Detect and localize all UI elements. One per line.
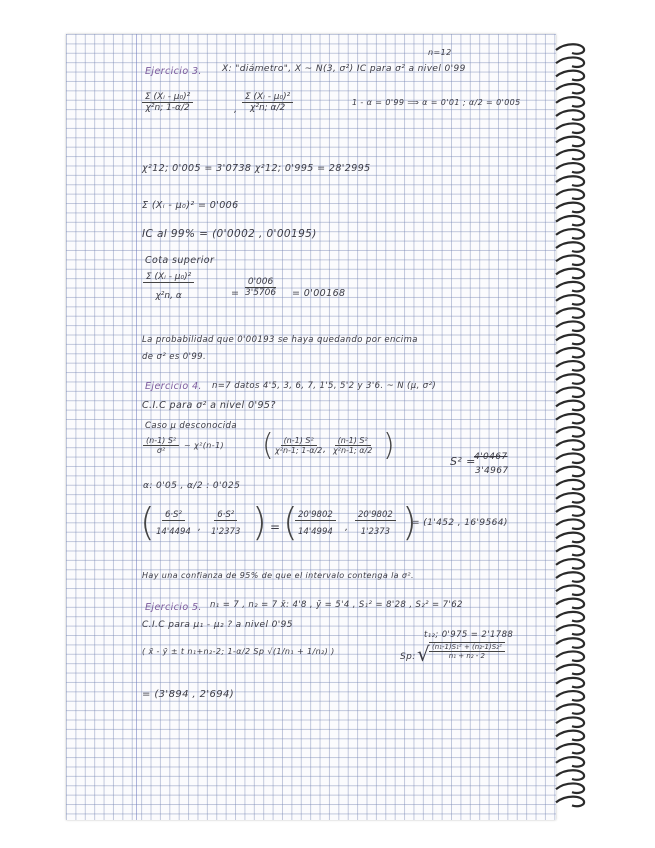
spiral-coil [556, 453, 584, 463]
spiral-coil [556, 546, 584, 556]
ex4-interval-num1: (n-1) S² [281, 436, 317, 446]
ex4-result-interval: = (1'452 , 16'9564) [412, 518, 508, 528]
spiral-coil [556, 599, 584, 609]
spiral-coil [556, 203, 584, 213]
ex5-statement: n₁ = 7 , n₂ = 7 x̄: 4'8 , ȳ = 5'4 , S₁² = 8'28 , S₂² = 7'62 [210, 600, 463, 610]
ex4-interval-comma: , [323, 444, 327, 455]
spiral-coil [556, 163, 584, 173]
spiral-coil [556, 255, 584, 265]
ex5-sp-denominator: n₁ + n₂ - 2 [448, 652, 486, 660]
ex3-conclusion-line2: de σ² es 0'99. [142, 352, 207, 362]
spiral-coil [556, 572, 584, 582]
ex4-result-den1: 14'4494 [156, 527, 191, 537]
ex5-t-value: t₁₂; 0'975 = 2'1788 [424, 630, 514, 640]
ex3-frac1-numerator: Σ (Xᵢ - μ₀)² [142, 92, 193, 103]
ex4-result-den2: 1'2373 [211, 527, 241, 537]
spiral-coil [556, 612, 584, 622]
spiral-coil [556, 150, 584, 160]
spiral-coil [556, 585, 584, 595]
ex4-result-fraction-2 [208, 510, 243, 537]
spiral-coil [556, 97, 584, 107]
spiral-coil [556, 189, 584, 199]
spiral-coil [556, 757, 584, 767]
spiral-coil [556, 361, 584, 371]
spiral-coil [556, 770, 584, 780]
spiral-coil [556, 295, 584, 305]
ex3-sum-line: Σ (Xᵢ - μ₀)² = 0'006 [142, 200, 239, 211]
ex4-result-num3: 20'9802 [295, 510, 336, 521]
spiral-coil [556, 519, 584, 529]
sample-size-note: n=12 [428, 48, 452, 57]
ex4-interval-fraction-1 [272, 436, 325, 455]
ex4-result-open-paren-1: ( [140, 500, 155, 544]
ex3-alpha-line: 1 - α = 0'99 ⟹ α = 0'01 ; α/2 = 0'005 [352, 98, 521, 107]
ex3-ic-line: IC al 99% = (0'0002 , 0'00195) [142, 228, 317, 240]
ex3-chi-values: χ²12; 0'005 = 3'0738 χ²12; 0'995 = 28'2995 [142, 163, 371, 174]
ex5-title: Ejercicio 5. [145, 602, 202, 613]
ex4-interval-close-paren: ) [383, 428, 395, 463]
spiral-coil [556, 374, 584, 384]
ex4-result-num1: 6·S² [162, 510, 185, 521]
spiral-coil [556, 493, 584, 503]
ex3-frac1-denominator: χ²n; 1-α/2 [145, 103, 190, 113]
ex3-fraction-upper [242, 92, 293, 113]
ex4-conclusion: Hay una confianza de 95% de que el intervalo contenga la σ². [142, 571, 414, 580]
spiral-coil [556, 467, 584, 477]
ex5-sp-label: Sp: [400, 652, 416, 662]
ex4-result-fraction-1 [153, 510, 194, 537]
spiral-coil [556, 269, 584, 279]
spiral-coil [556, 506, 584, 516]
ex3-upper-numerator: Σ (Xᵢ - μ₀)² [143, 272, 194, 283]
spiral-coil [556, 335, 584, 345]
ex4-result-close-paren-1: ) [252, 500, 267, 544]
spiral-coil [556, 691, 584, 701]
ex4-s2-value: 3'4967 [475, 466, 509, 476]
spiral-coil [556, 308, 584, 318]
ex3-upper-denominator: χ²n, α [155, 291, 182, 301]
ex4-result-num4: 20'9802 [355, 510, 396, 521]
spiral-coil [556, 321, 584, 331]
spiral-coil [556, 216, 584, 226]
ex5-question: C.I.C para μ₁ - μ₂ ? a nivel 0'95 [142, 620, 293, 630]
ex3-upper-mid-numerator: 0'006 [245, 277, 276, 288]
ex3-upper-label: Cota superior [145, 255, 215, 266]
spiral-coil [556, 797, 584, 807]
spiral-coil [556, 744, 584, 754]
ex3-upper-mid-denominator: 3'5706 [245, 288, 277, 298]
ex4-s2-label: S² = [450, 455, 476, 468]
spiral-coil [556, 731, 584, 741]
margin-line [136, 34, 137, 820]
spiral-coil [556, 625, 584, 635]
spiral-coil [556, 717, 584, 727]
ex5-sp-numerator: (n₁-1)S₁² + (n₂-1)S₂² [429, 643, 505, 652]
ex4-interval-num2: (n-1) S² [335, 436, 371, 446]
ex4-title: Ejercicio 4. [145, 381, 202, 392]
ex5-result: = (3'894 , 2'694) [142, 689, 235, 700]
ex4-result-close-paren-2: ) [402, 500, 417, 544]
ex3-fraction-lower [142, 92, 193, 113]
spiral-coil [556, 348, 584, 358]
spiral-binding [552, 40, 588, 810]
ex5-interval-formula: ( x̄ - ȳ ± t n₁+n₂-2; 1-α/2 Sp √(1/n₁ + 1/n₂) ) [142, 647, 335, 656]
ex4-result-fraction-4 [355, 510, 396, 537]
spiral-coil [556, 71, 584, 81]
spiral-coil [556, 783, 584, 793]
ex4-unknown-mu: Caso μ desconocida [145, 421, 237, 431]
ex4-result-den4: 1'2373 [360, 527, 391, 537]
ex3-upper-result: = 0'00168 [292, 288, 346, 299]
ex4-pivot-denominator: σ² [156, 446, 166, 455]
ex3-statement: X: "diámetro", X ~ N(3, σ²) IC para σ² a nivel 0'99 [222, 64, 466, 74]
spiral-coil [556, 110, 584, 120]
spiral-coil [556, 533, 584, 543]
ex4-alpha-line: α: 0'05 , α/2 : 0'025 [143, 481, 241, 491]
ex4-s2-crossed-value: 4'0467 [474, 452, 508, 462]
spiral-coil [556, 427, 584, 437]
spiral-coil [556, 559, 584, 569]
ex3-equals: = [231, 288, 240, 299]
ex4-pivot-numerator: (n-1) S² [143, 436, 179, 446]
ex4-interval-den1: χ²n-1; 1-α/2 [275, 446, 323, 455]
ex4-interval-fraction-2 [330, 436, 375, 455]
spiral-coil [556, 704, 584, 714]
ex3-comma: , [234, 104, 238, 115]
spiral-coil [556, 401, 584, 411]
spiral-coil [556, 678, 584, 688]
spiral-coil [556, 665, 584, 675]
ex4-result-comma-2: , [345, 522, 349, 533]
ex3-title: Ejercicio 3. [145, 66, 202, 77]
ex3-conclusion-line1: La probabilidad que 0'00193 se haya quedando por encima [142, 335, 418, 345]
ex5-sp-fraction [429, 642, 505, 660]
ex4-result-comma-1: , [198, 522, 202, 533]
spiral-coil [556, 282, 584, 292]
ex3-frac2-denominator: χ²n; α/2 [250, 103, 286, 113]
ex5-sqrt-symbol: √ [417, 642, 431, 666]
spiral-coil [556, 44, 584, 54]
spiral-coil [556, 651, 584, 661]
spiral-coil [556, 123, 584, 133]
spiral-coil [556, 57, 584, 67]
spiral-coil [556, 84, 584, 94]
ex3-upper-mid-fraction [242, 277, 279, 298]
spiral-coil [556, 242, 584, 252]
spiral-coil [556, 137, 584, 147]
spiral-coil [556, 176, 584, 186]
ex4-interval-open-paren: ( [262, 428, 274, 463]
ex4-result-num2: 6·S² [214, 510, 237, 521]
ex4-result-den3: 14'4994 [298, 527, 333, 537]
ex4-pivot-distribution: ~ χ²(n-1) [184, 441, 225, 450]
ex4-result-open-paren-2: ( [283, 500, 298, 544]
ex3-upper-fraction [143, 272, 194, 301]
spiral-coil [556, 387, 584, 397]
spiral-coil [556, 480, 584, 490]
notebook-page [66, 34, 556, 820]
ex3-frac2-numerator: Σ (Xᵢ - μ₀)² [242, 92, 293, 103]
spiral-coil [556, 440, 584, 450]
ex4-question: C.I.C para σ² a nivel 0'95? [142, 400, 276, 411]
spiral-coil [556, 229, 584, 239]
spiral-coil [556, 638, 584, 648]
spiral-coil [556, 414, 584, 424]
ex4-statement: n=7 datos 4'5, 3, 6, 7, 1'5, 5'2 y 3'6. ~ N (μ, σ²) [212, 381, 437, 391]
ex4-result-fraction-3 [295, 510, 336, 537]
ex4-interval-den2: χ²n-1; α/2 [333, 446, 373, 455]
ex4-pivot-fraction [143, 436, 179, 455]
ex4-result-equals: = [270, 520, 281, 534]
